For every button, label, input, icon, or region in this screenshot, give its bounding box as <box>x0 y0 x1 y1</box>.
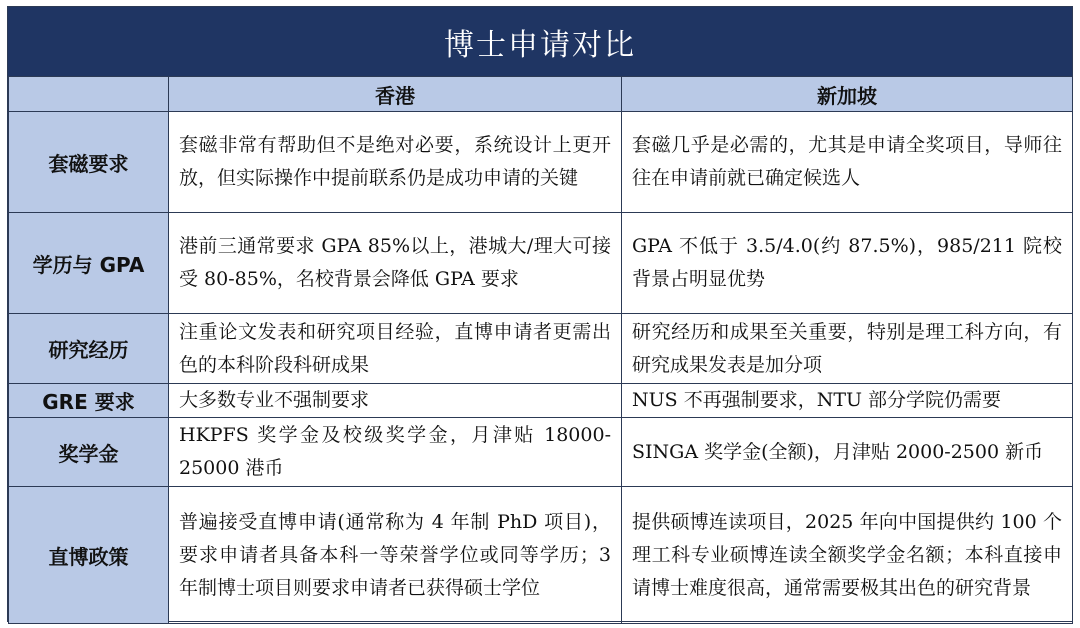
table-row <box>9 487 1073 624</box>
singapore-cell: NUS 不再强制要求，NTU 部分学院仍需要 <box>622 384 1073 418</box>
header-corner-cell <box>9 77 169 112</box>
hongkong-cell: 大多数专业不强制要求 <box>169 384 622 418</box>
header-hongkong: 香港 <box>169 77 622 112</box>
singapore-cell: GPA 不低于 3.5/4.0(约 87.5%)，985/211 院校背景占明显优势 <box>622 213 1073 314</box>
row-label: 直博政策 <box>9 487 169 624</box>
table-row <box>9 112 1073 213</box>
singapore-cell: 研究经历和成果至关重要，特别是理工科方向，有研究成果发表是加分项 <box>622 314 1073 384</box>
header-singapore: 新加坡 <box>622 77 1073 112</box>
row-label: 奖学金 <box>9 418 169 487</box>
hongkong-cell: 普遍接受直博申请(通常称为 4 年制 PhD 项目)，要求申请者具备本科一等荣誉学位或同等学历；3 年制博士项目则要求申请者已获得硕士学位 <box>169 487 622 624</box>
table-row <box>9 384 1073 418</box>
table-row <box>9 418 1073 487</box>
row-label: 套磁要求 <box>9 112 169 213</box>
table-title: 博士申请对比 <box>8 7 1072 76</box>
comparison-table <box>8 76 1073 624</box>
table-row <box>9 213 1073 314</box>
hongkong-cell: 套磁非常有帮助但不是绝对必要，系统设计上更开放，但实际操作中提前联系仍是成功申请的关键 <box>169 112 622 213</box>
hongkong-cell: 注重论文发表和研究项目经验，直博申请者更需出色的本科阶段科研成果 <box>169 314 622 384</box>
table-row <box>9 314 1073 384</box>
singapore-cell: 套磁几乎是必需的，尤其是申请全奖项目，导师往往在申请前就已确定候选人 <box>622 112 1073 213</box>
header-row <box>9 77 1073 112</box>
row-label: GRE 要求 <box>9 384 169 418</box>
singapore-cell: SINGA 奖学金(全额)，月津贴 2000-2500 新币 <box>622 418 1073 487</box>
row-label: 学历与 GPA <box>9 213 169 314</box>
singapore-cell: 提供硕博连读项目，2025 年向中国提供约 100 个理工科专业硕博连读全额奖学金名额；本科直接申请博士难度很高，通常需要极其出色的研究背景 <box>622 487 1073 624</box>
comparison-table-frame <box>7 6 1073 622</box>
row-label: 研究经历 <box>9 314 169 384</box>
hongkong-cell: HKPFS 奖学金及校级奖学金，月津贴 18000-25000 港币 <box>169 418 622 487</box>
hongkong-cell: 港前三通常要求 GPA 85%以上，港城大/理大可接受 80-85%，名校背景会降低 GPA 要求 <box>169 213 622 314</box>
